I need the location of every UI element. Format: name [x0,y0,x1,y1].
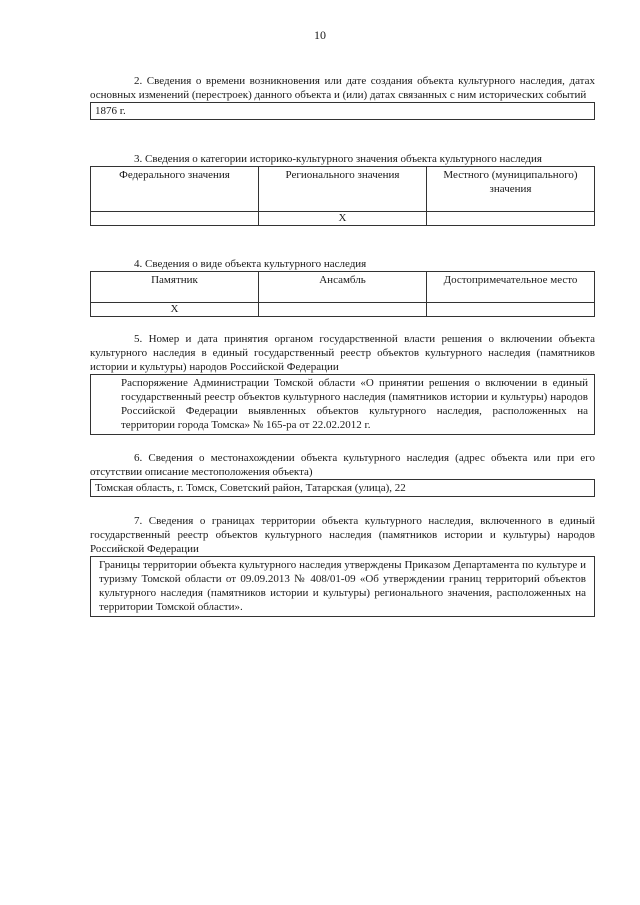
section-location [90,451,595,497]
object-type-header-row [91,272,595,303]
object-type-mark-row [91,303,595,317]
location-value: Томская область, г. Томск, Советский район, Татарская (улица), 22 [90,479,595,497]
object-type-mark-ensemble [259,303,427,317]
category-mark-federal [91,212,259,226]
section-3-heading: 3. Сведения о категории историко-культурного значения объекта культурного наследия [134,153,542,165]
section-creation-date [90,74,595,120]
category-header-row [91,167,595,212]
object-type-col-landmark: Достопримечательное место [427,272,595,303]
object-type-table [90,271,595,317]
section-object-type [90,257,595,317]
section-2-heading: 2. Сведения о времени возникновения или дате создания объекта культурного наследия, датах основных изменений (перестроек) данного объекта и (или) датах связанных с ним исторических событий [90,75,595,101]
section-registry-decision [90,332,595,435]
territory-borders-value: Границы территории объекта культурного наследия утверждены Приказом Департамента по культуре и туризму Томской области от 09.09.2013 № 408/01-09 «Об утверждении границ территорий объектов культурного наследия (памятников истории и культуры) регионального значения, расположенных на территории Томской области». [90,556,595,617]
category-mark-local [427,212,595,226]
creation-date-value: 1876 г. [90,102,595,120]
object-type-col-ensemble: Ансамбль [259,272,427,303]
section-5-heading: 5. Номер и дата принятия органом государственной власти решения о включении объекта культурного наследия в единый государственный реестр объектов культурного наследия (памятников истории и культуры) народов Российской Федерации [90,333,595,373]
category-col-local: Местного (муниципального) значения [427,167,595,212]
section-7-heading: 7. Сведения о границах территории объекта культурного наследия, включенного в единый государственный реестр объектов культурного наследия (памятников истории и культуры) народов Российской Федерации [90,515,595,555]
object-type-mark-monument: X [91,303,259,317]
section-category [90,152,595,226]
section-6-heading: 6. Сведения о местонахождении объекта культурного наследия (адрес объекта или при его отсутствии описание местоположения объекта) [90,452,595,478]
object-type-mark-landmark [427,303,595,317]
category-mark-row [91,212,595,226]
category-mark-regional: X [259,212,427,226]
category-table [90,166,595,226]
category-col-federal: Федерального значения [91,167,259,212]
section-territory-borders [90,514,595,617]
section-4-heading: 4. Сведения о виде объекта культурного наследия [134,258,367,270]
page-number: 10 [314,28,326,42]
registry-decision-value: Распоряжение Администрации Томской области «О принятии решения о включении в единый государственный реестр объектов культурного наследия (памятников истории и культуры) народов Российской Федерации выявленных объектов культурного наследия, расположенных на территории города Томска» № 165-ра от 22.02.2012 г. [90,374,595,435]
object-type-col-monument: Памятник [91,272,259,303]
category-col-regional: Регионального значения [259,167,427,212]
